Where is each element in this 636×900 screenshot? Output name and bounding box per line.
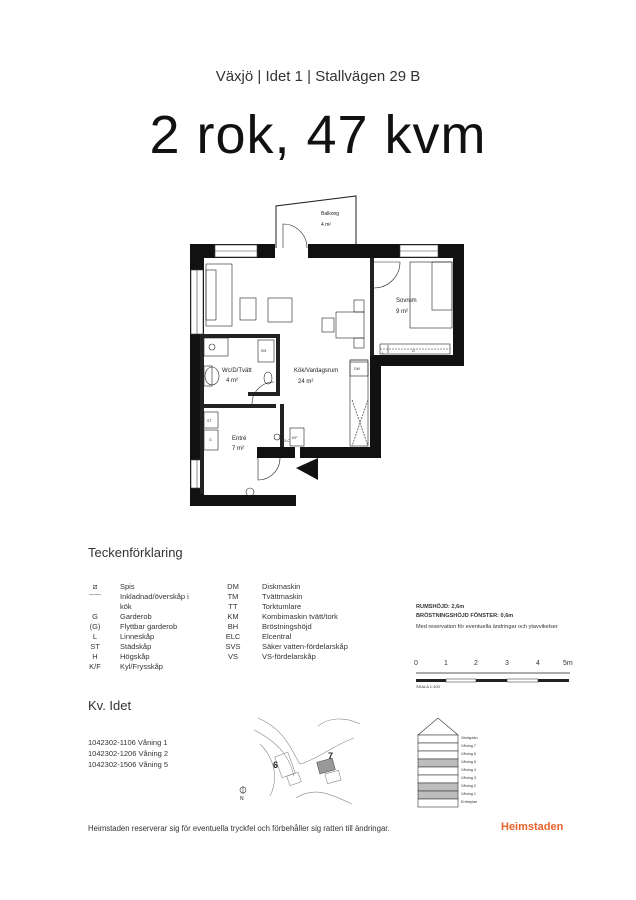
- legend-text: Kombimaskin tvätt/tork: [262, 612, 338, 621]
- legend-row: [222, 602, 392, 612]
- floor-label: Våning 7: [461, 744, 476, 748]
- legend-symbol: TM: [227, 592, 239, 601]
- legend-title: Teckenförklaring: [88, 545, 183, 560]
- wardrobe-label: G: [412, 349, 415, 353]
- floor-label: Våning 1: [461, 792, 476, 796]
- site-label-7: 7: [328, 751, 334, 761]
- legend-symbol: BH: [227, 622, 239, 631]
- legend-row: [84, 612, 224, 622]
- floor-label: Våning 3: [461, 776, 476, 780]
- building-stack: [418, 718, 458, 807]
- legend-symbol: SVS: [225, 642, 241, 651]
- legend-text: Flyttbar garderob: [120, 622, 178, 631]
- legend-symbol: ELC: [225, 632, 241, 641]
- address-subtitle: Växjö | Idet 1 | Stallvägen 29 B: [215, 68, 421, 85]
- scale-label-2: 2: [474, 660, 478, 667]
- legend-symbol: VS: [227, 652, 238, 661]
- scale-label-1: 1: [444, 660, 448, 667]
- legend-text: Högskåp: [120, 652, 150, 661]
- disclaimer: Med reservation för eventuella ändringar och ytavvikelser: [416, 624, 558, 630]
- bath-label: Wc/D/Tvätt: [222, 368, 252, 374]
- floor-label: Våning 2: [461, 784, 476, 788]
- legend-text: Spis: [120, 582, 135, 591]
- apartment-title: 2 rok, 47 kvm: [149, 105, 487, 165]
- property-id: 1042302-1506 Våning 5: [88, 760, 169, 769]
- balcony-area: 4 m²: [321, 222, 331, 228]
- balcony-label: Balkong: [321, 211, 340, 217]
- scale-label-4: 4: [536, 660, 540, 667]
- floor-label: Vindsplan: [461, 736, 478, 740]
- footer-text: Heimstaden reserverar sig för eventuella tryckfel och förbehåller sig ratten till ändringar.: [88, 824, 390, 833]
- legend-left: [84, 582, 224, 672]
- legend-row: [222, 622, 392, 632]
- legend-text: VS-fördelarskåp: [262, 652, 316, 661]
- floor-labels: [461, 734, 478, 806]
- legend-symbol: (G): [89, 622, 101, 631]
- kitchen-area: 24 m²: [298, 379, 314, 385]
- hall-label: Entré: [232, 436, 247, 442]
- legend-symbol: L: [92, 632, 98, 641]
- km-label: KM: [261, 349, 267, 353]
- bedroom-area: 9 m²: [396, 309, 408, 315]
- legend-row: [84, 592, 224, 602]
- kf-label: K/F: [292, 436, 298, 440]
- legend-text: Elcentral: [262, 632, 292, 641]
- legend-row: [84, 602, 224, 612]
- legend-row: [222, 612, 392, 622]
- brand-logo: Heimstaden: [501, 821, 564, 833]
- linen-label: L: [382, 351, 384, 355]
- interior-walls: [200, 258, 374, 494]
- legend-row: [222, 652, 392, 662]
- legend-text: Garderob: [120, 612, 152, 621]
- legend-symbol: K/F: [89, 662, 101, 671]
- outer-walls: [190, 244, 464, 506]
- scale-caption: SKALA 1:100: [416, 684, 440, 689]
- legend-text: Inkladnad/överskåp i: [120, 592, 189, 601]
- scale-label-3: 3: [505, 660, 509, 667]
- legend-row: [222, 592, 392, 602]
- north-label: N: [240, 796, 244, 802]
- legend-text: Linneskåp: [120, 632, 155, 641]
- floor-label: Entréplan: [461, 800, 478, 804]
- legend-row: [84, 582, 224, 592]
- bedroom-label: Sovrum: [396, 298, 417, 304]
- kitchen-label: Kök/Vardagsrum: [294, 368, 339, 374]
- room-height: RUMSHÖJD: 2,6m: [416, 604, 465, 610]
- legend-row: [222, 582, 392, 592]
- legend-text: Städskåp: [120, 642, 152, 651]
- legend-text: kök: [120, 602, 132, 611]
- scale-label-5: 5m: [563, 660, 573, 667]
- bedroom: [374, 262, 452, 355]
- legend-text: Diskmaskin: [262, 582, 301, 591]
- elc-label: ELC: [283, 439, 290, 443]
- balcony: [276, 196, 356, 248]
- site-plan: [240, 718, 360, 804]
- legend-right: [222, 582, 392, 662]
- legend-symbol: DM: [227, 582, 239, 591]
- property-title: Kv. Idet: [88, 698, 132, 713]
- legend-row: [84, 622, 224, 632]
- st-label: ST: [207, 419, 212, 423]
- legend-symbol: [84, 602, 106, 612]
- legend-symbol: ⧄: [92, 582, 98, 591]
- scale-label-0: 0: [414, 660, 418, 667]
- g-label: G: [209, 438, 212, 442]
- sill-height: BRÖSTNINGSHÖJD FÖNSTER: 0,6m: [416, 613, 514, 619]
- legend-symbol: H: [92, 652, 98, 661]
- legend-symbol: KM: [227, 612, 239, 621]
- legend-row: [84, 652, 224, 662]
- floor-label: Våning 5: [461, 760, 476, 764]
- legend-row: [222, 642, 392, 652]
- legend-symbol: G: [92, 612, 98, 621]
- property-id: 1042302-1106 Våning 1: [88, 738, 168, 747]
- living-furniture: [206, 264, 368, 446]
- legend-symbol: ------: [89, 592, 101, 598]
- legend-symbol: TT: [228, 602, 238, 611]
- floor-label: Våning 4: [461, 768, 476, 772]
- floor-label: Våning 6: [461, 752, 476, 756]
- legend-text: Tvättmaskin: [262, 592, 303, 601]
- legend-row: [84, 632, 224, 642]
- site-label-6: 6: [273, 760, 279, 770]
- legend-text: Säker vatten-fördelarskåp: [262, 642, 348, 651]
- legend-symbol: ST: [90, 642, 100, 651]
- legend-text: Torktumlare: [262, 602, 302, 611]
- legend-row: [84, 662, 224, 672]
- bath-area: 4 m²: [226, 378, 238, 384]
- legend-row: [222, 632, 392, 642]
- legend-text: Kyl/Frysskåp: [120, 662, 163, 671]
- dm-label: DM: [354, 367, 360, 371]
- property-id: 1042302-1206 Våning 2: [88, 749, 169, 758]
- legend-row: [84, 642, 224, 652]
- hall-area: 7 m²: [232, 446, 244, 452]
- legend-text: Bröstningshöjd: [262, 622, 312, 631]
- scale-bar: [416, 673, 570, 682]
